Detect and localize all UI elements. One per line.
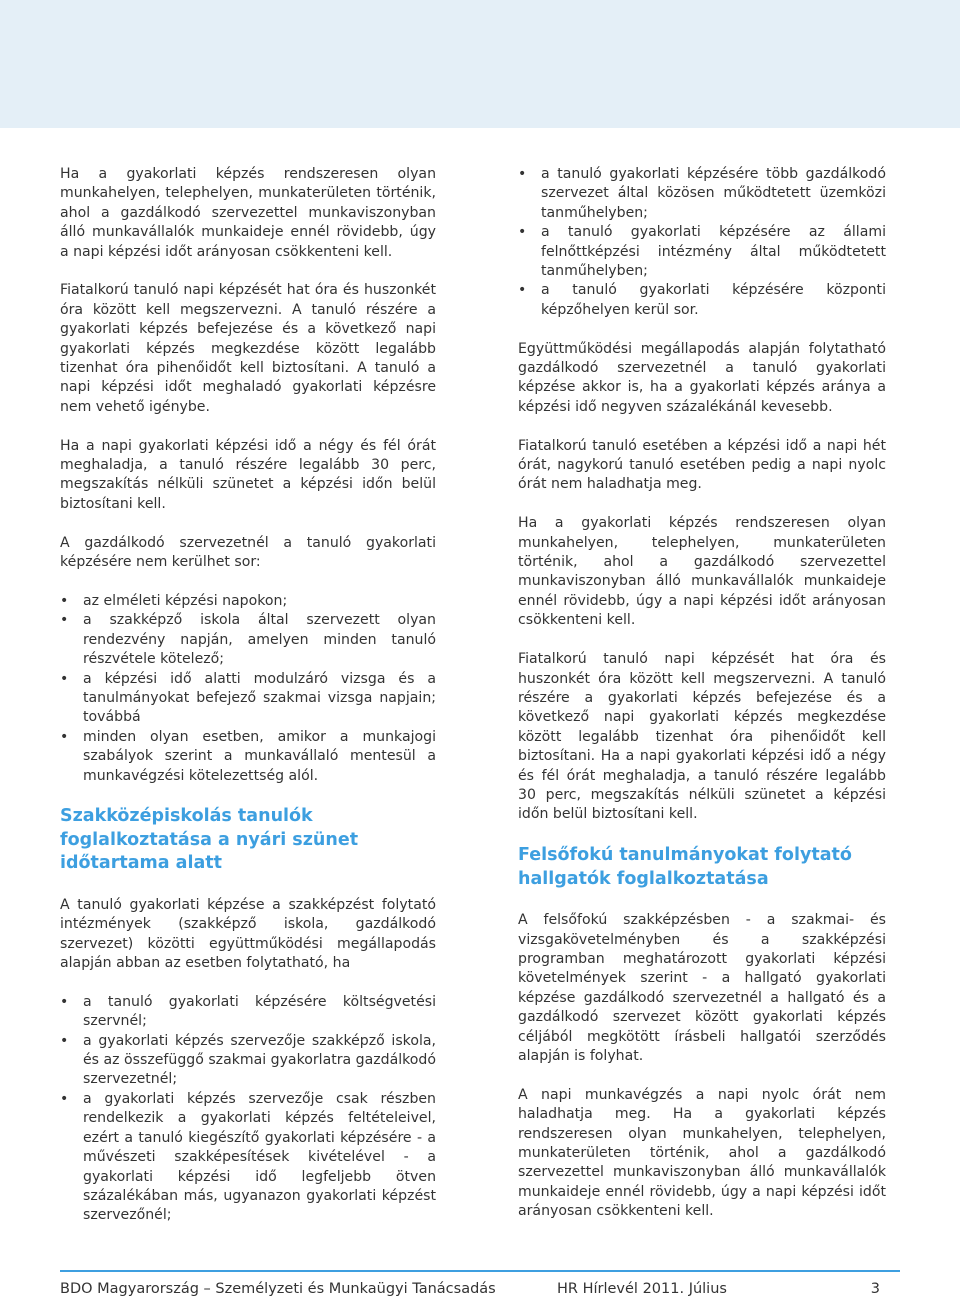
paragraph: A gazdálkodó szervezetnél a tanuló gyakorlati képzésére nem kerülhet sor: xyxy=(60,534,436,571)
paragraph: Fiatalkorú tanuló napi képzését hat óra és huszonkét óra között kell megszervezni. A tanuló részére a gyakorlati képzés befejezése és a következő napi gyakorlati képzés megkezdése között legalább tizenhat óra pihenőidőt kell biztosítani. A tanuló a napi képzési időt meghaladó gyakorlati képzésre nem vehető igénybe. xyxy=(60,282,436,415)
list-item: • az elméleti képzési napokon; xyxy=(60,592,436,611)
footer-newsletter: HR Hírlevél 2011. Július xyxy=(557,1281,727,1297)
paragraph: A felsőfokú szakképzésben - a szakmai- és vizsgakövetelményben és a szakképzési programban meghatározott gyakorlati képzési követelmények szerint - a hallgató gyakorlati képzése gazdálkodó szervezetnél a hallgató és a gazdálkodó szervezet között gyakorlati képzés céljából megkötött írásbeli hallgatói szerződés alapján is folyhat. xyxy=(518,912,886,1064)
list-item: • a szakképző iskola által szervezett olyan rendezvény napján, amelyen minden tanuló részvétele kötelező; xyxy=(60,611,436,669)
bullet-list xyxy=(518,165,886,320)
list-item: • a gyakorlati képzés szervezője csak részben rendelkezik a gyakorlati képzés feltételeivel, ezért a tanuló kiegészítő gyakorlati képzésére - a művészeti szakképesítések kivételével - a gyakorlati képzési idő legfeljebb ötven százalékában más, ugyanazon gyakorlati képzést szervezőnél; xyxy=(60,1090,436,1226)
header-band xyxy=(0,0,960,128)
paragraph: Fiatalkorú tanuló esetében a képzési idő a napi hét órát, nagykorú tanuló esetében pedig a napi nyolc órát nem haladhatja meg. xyxy=(518,437,886,493)
section-heading: Felsőfokú tanulmányokat folytató hallgatók foglalkoztatása xyxy=(518,845,852,889)
list-item: • a képzési idő alatti modulzáró vizsga és a tanulmányokat befejező szakmai vizsga napjain; továbbá xyxy=(60,670,436,728)
footer-divider xyxy=(60,1270,900,1272)
section-heading: Szakközépiskolás tanulók foglalkoztatása a nyári szünet időtartama alatt xyxy=(60,806,359,874)
paragraph: Ha a gyakorlati képzés rendszeresen olyan munkahelyen, telephelyen, munkaterületen történik, ahol a gazdálkodó szervezettel munkaviszonyban álló munkavállalók munkaideje ennél rövidebb, úgy a napi képzési időt arányosan csökkenteni kell. xyxy=(60,166,436,260)
right-column xyxy=(518,165,886,1241)
paragraph: A napi munkavégzés a napi nyolc órát nem haladhatja meg. Ha a gyakorlati képzés rendszeresen olyan munkahelyen, telephelyen, munkaterületen történik, ahol a gazdálkodó szervezettel munkaviszonyban álló munkavállalók munkaideje ennél rövidebb, úgy a napi képzési időt arányosan csökkenteni kell. xyxy=(518,1086,886,1220)
bullet-list xyxy=(60,592,436,786)
page-number: 3 xyxy=(870,1281,880,1297)
paragraph: A tanuló gyakorlati képzése a szakképzést folytató intézmények (szakképző iskola, gazdálkodó szervezet) közötti együttműködési megállapodás alapján abban az esetben folytatható, ha xyxy=(60,896,436,972)
paragraph: Fiatalkorú tanuló napi képzését hat óra és huszonkét óra között kell megszervezni. A tanuló részére a gyakorlati képzés befejezése és a következő napi gyakorlati képzés megkezdése között legalább tizenhat óra pihenőidőt kell biztosítani. Ha a napi gyakorlati képzési idő a négy és fél órát meghaladja, a tanuló részére legalább 30 perc, megszakítás nélküli szünetet a képzési időn belül biztosítani kell. xyxy=(518,651,886,823)
paragraph: Ha a napi gyakorlati képzési idő a négy és fél órát meghaladja, a tanuló részére legalább 30 perc, megszakítás nélküli szünetet a képzési időn belül biztosítani kell. xyxy=(60,437,436,512)
footer-company: BDO Magyarország – Személyzeti és Munkaügyi Tanácsadás xyxy=(60,1281,496,1297)
left-column xyxy=(60,165,436,1245)
list-item: • a tanuló gyakorlati képzésére több gazdálkodó szervezet által közösen működtetett üzemközi tanműhelyben; xyxy=(518,165,886,223)
list-item: • a tanuló gyakorlati képzésére központi képzőhelyen kerül sor. xyxy=(518,281,886,320)
list-item: • minden olyan esetben, amikor a munkajogi szabályok szerint a munkavállaló mentesül a munkavégzési kötelezettség alól. xyxy=(60,728,436,786)
list-item: • a tanuló gyakorlati képzésére az állami felnőttképzési intézmény által működtetett tanműhelyben; xyxy=(518,223,886,281)
list-item: • a tanuló gyakorlati képzésére költségvetési szervnél; xyxy=(60,993,436,1032)
paragraph: Ha a gyakorlati képzés rendszeresen olyan munkahelyen, telephelyen, munkaterületen történik, ahol a gazdálkodó szervezettel munkaviszonyban álló munkavállalók munkaideje ennél rövidebb, úgy a napi képzési időt arányosan csökkenteni kell. xyxy=(518,515,886,629)
list-item: • a gyakorlati képzés szervezője szakképző iskola, és az összefüggő szakmai gyakorlatra gazdálkodó szervezetnél; xyxy=(60,1032,436,1090)
bullet-list xyxy=(60,993,436,1226)
paragraph: Együttműködési megállapodás alapján folytatható gazdálkodó szervezetnél a tanuló gyakorlati képzése akkor is, ha a gyakorlati képzés aránya a képzési idő negyven százalékánál kevesebb. xyxy=(518,340,886,415)
